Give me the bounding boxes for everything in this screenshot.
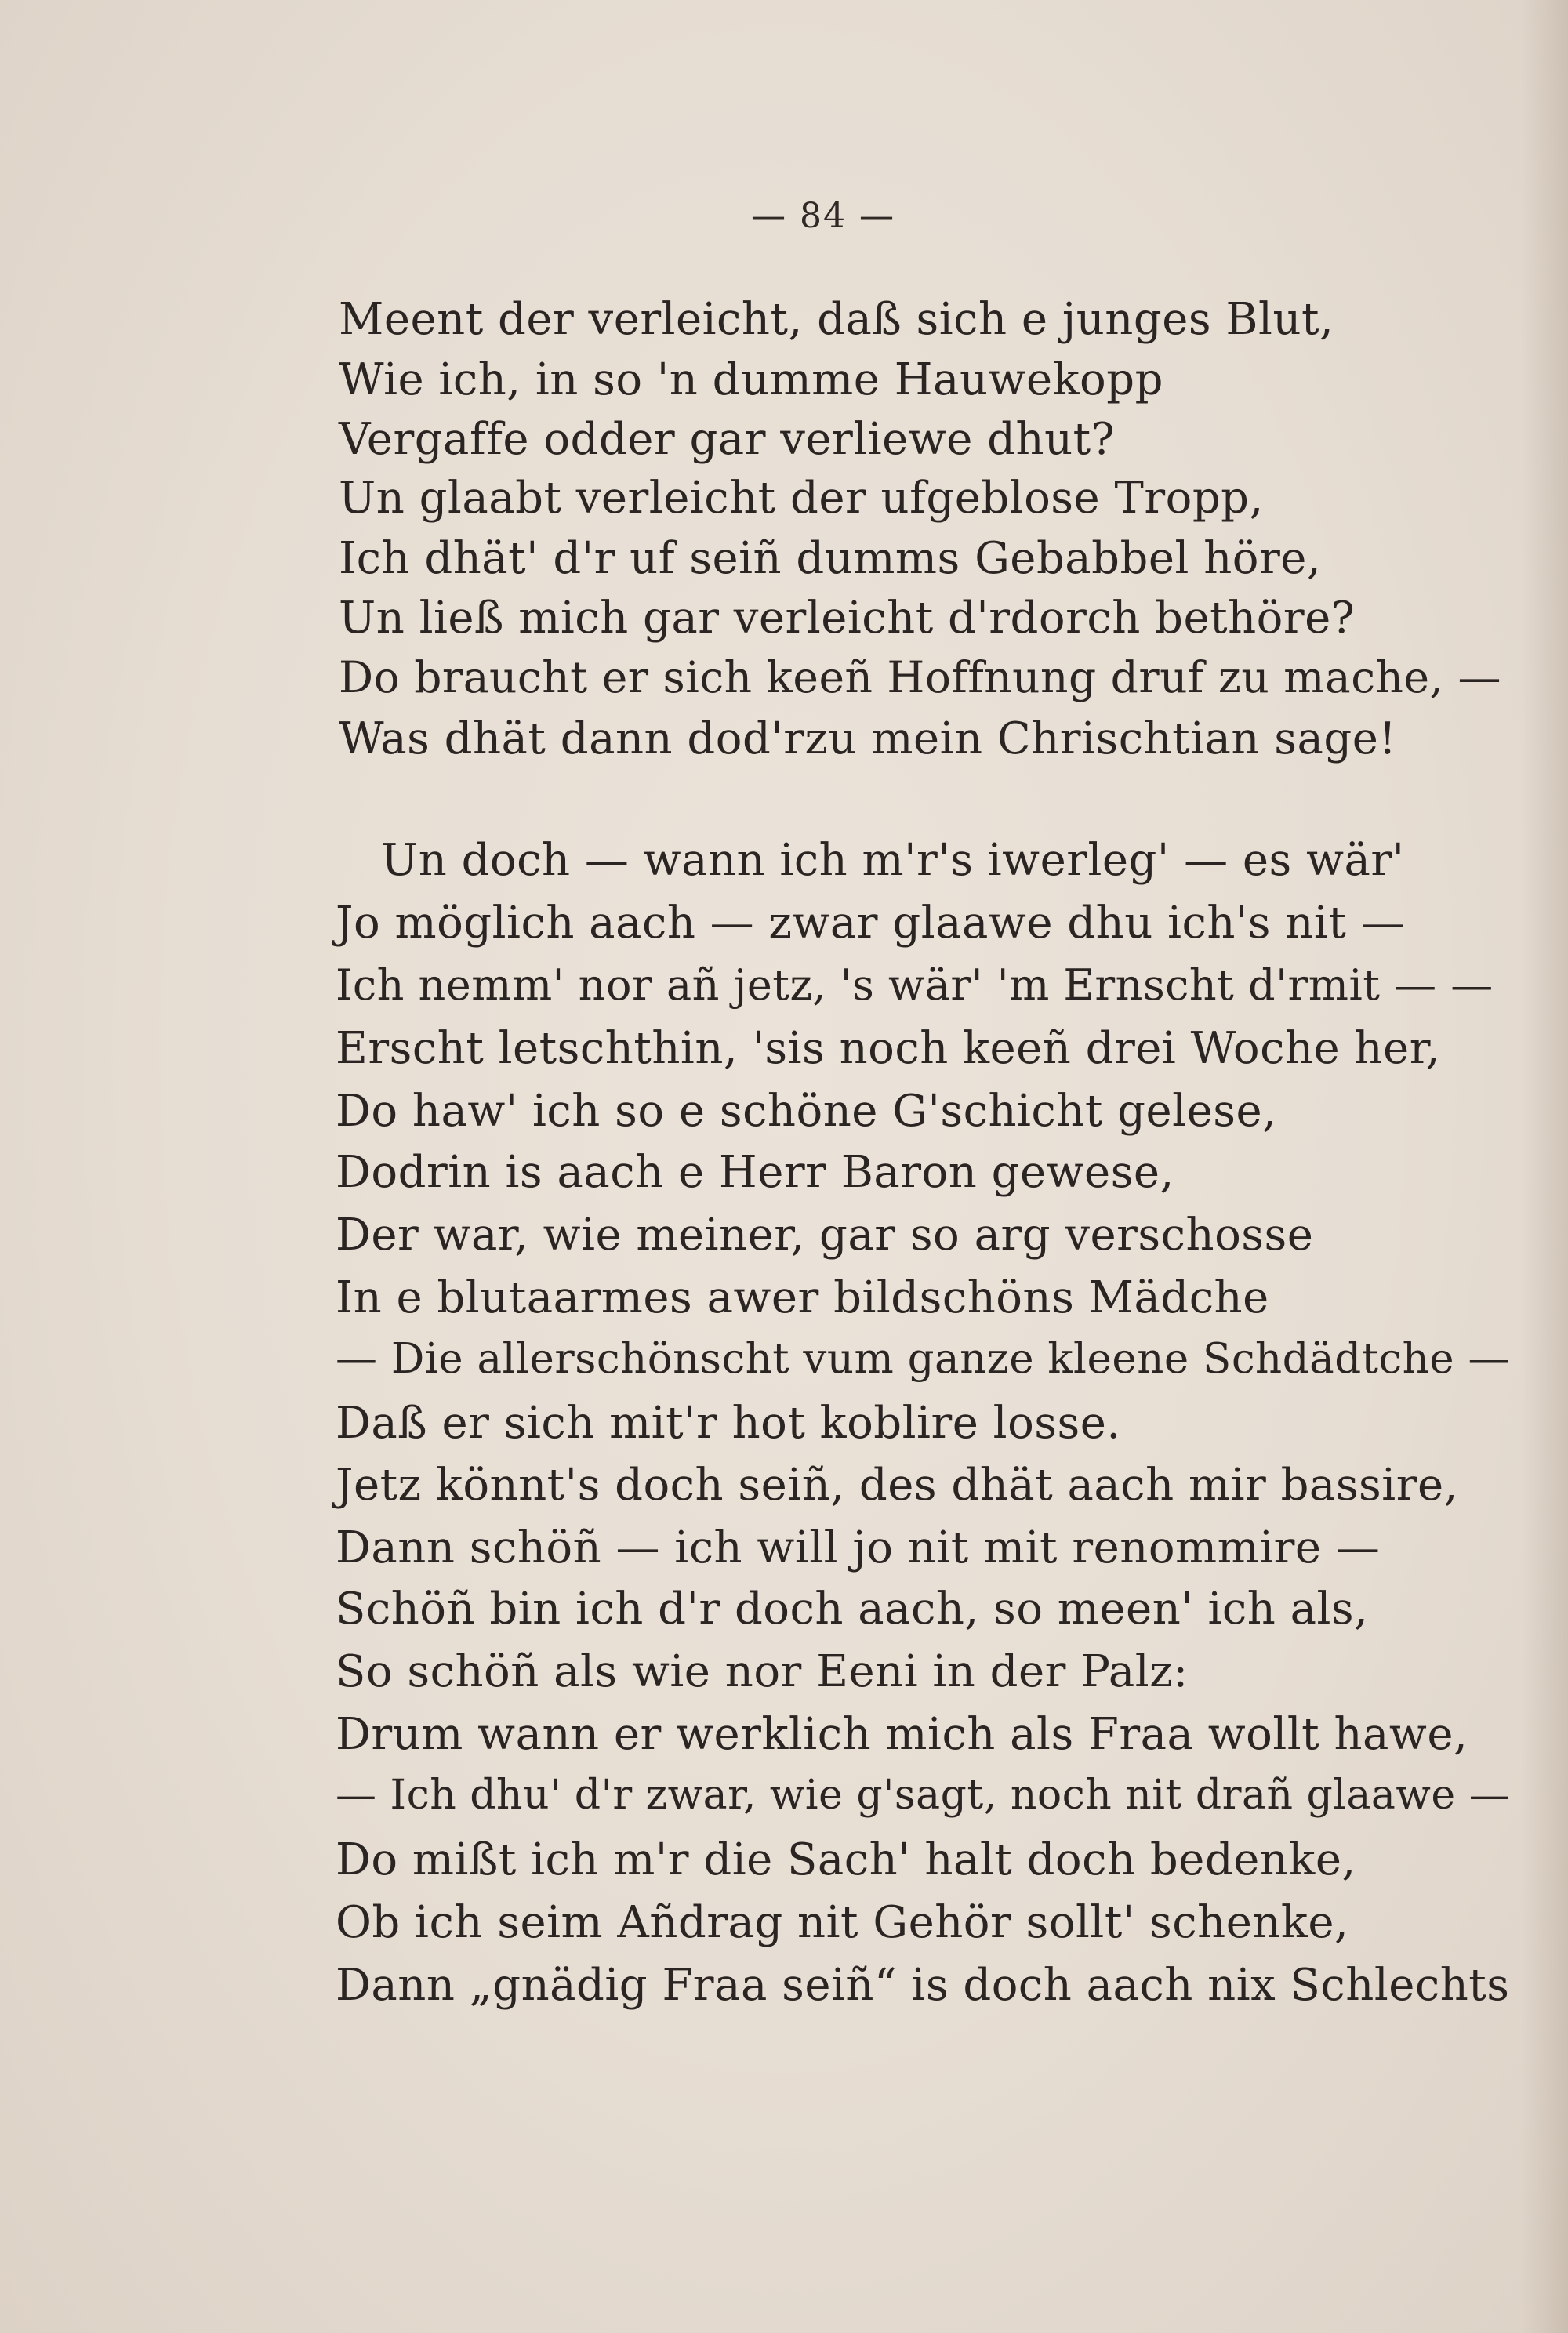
verse-line: Do mißt ich m'r die Sach' halt doch bedenke, <box>336 1834 1356 1885</box>
verse-line: Un doch — wann ich m'r's iwerleg' — es wär' <box>381 835 1405 886</box>
verse-line: Schöñ bin ich d'r doch aach, so meen' ich als, <box>336 1584 1369 1635</box>
verse-line: — Die allerschönscht vum ganze kleene Schdädtche — <box>336 1335 1510 1383</box>
verse-line: Un ließ mich gar verleicht d'rdorch bethöre? <box>339 593 1356 644</box>
verse-line: Drum wann er werklich mich als Fraa wollt hawe, <box>336 1709 1468 1760</box>
verse-line: Ich nemm' nor añ jetz, 's wär' 'm Ernscht d'rmit — — <box>336 960 1494 1010</box>
verse-line: Un glaabt verleicht der ufgeblose Tropp, <box>339 473 1264 524</box>
verse-line: Ich dhät' d'r uf seiñ dumms Gebabbel höre, <box>339 533 1322 584</box>
verse-line: Jetz könnt's doch seiñ, des dhät aach mir bassire, <box>336 1460 1458 1511</box>
verse-line: Daß er sich mit'r hot koblire losse. <box>336 1398 1121 1449</box>
verse-line: Erscht letschthin, 'sis noch keeñ drei Woche her, <box>336 1023 1441 1074</box>
verse-line: In e blutaarmes awer bildschöns Mädche <box>336 1272 1269 1323</box>
verse-line: Vergaffe odder gar verliewe dhut? <box>339 414 1116 465</box>
verse-line: Jo möglich aach — zwar glaawe dhu ich's nit — <box>336 898 1406 949</box>
verse-line: Meent der verleicht, daß sich e junges Blut, <box>339 294 1334 345</box>
verse-line: Dodrin is aach e Herr Baron gewese, <box>336 1147 1174 1198</box>
verse-line: Ob ich seim Añdrag nit Gehör sollt' schenke, <box>336 1897 1349 1948</box>
verse-line: Was dhät dann dod'rzu mein Chrischtian sage! <box>339 713 1397 764</box>
page-number: — 84 — <box>751 196 895 236</box>
page-edge-shadow <box>1521 0 1568 2333</box>
verse-line: Do haw' ich so e schöne G'schicht gelese, <box>336 1086 1277 1137</box>
verse-line: — Ich dhu' d'r zwar, wie g'sagt, noch nit drañ glaawe — <box>336 1772 1511 1819</box>
verse-line: Der war, wie meiner, gar so arg verschosse <box>336 1210 1314 1261</box>
verse-line: Dann „gnädig Fraa seiñ“ is doch aach nix Schlechts <box>336 1960 1510 2011</box>
verse-line: Wie ich, in so 'n dumme Hauwekopp <box>339 354 1163 405</box>
verse-line: Dann schöñ — ich will jo nit mit renommire — <box>336 1522 1381 1573</box>
verse-line: Do braucht er sich keeñ Hoffnung druf zu mache, — <box>339 652 1501 702</box>
verse-line: So schöñ als wie nor Eeni in der Palz: <box>336 1646 1189 1697</box>
